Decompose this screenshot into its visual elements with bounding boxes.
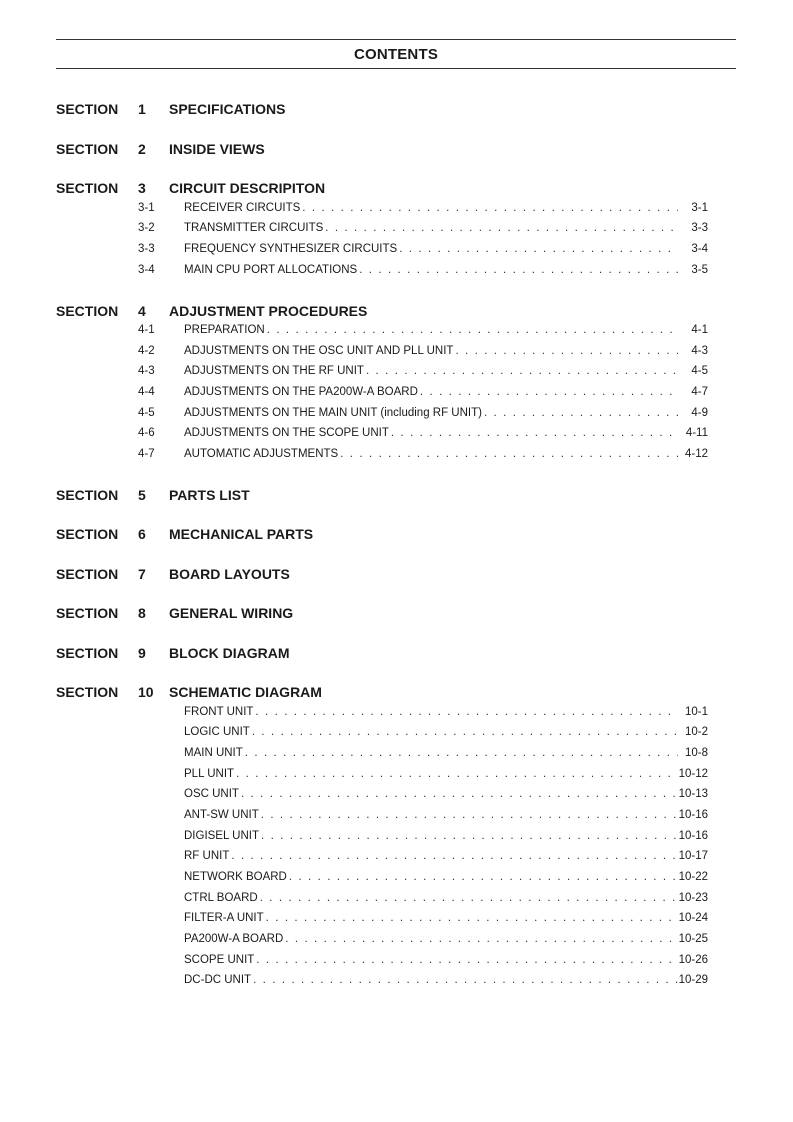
- dot-leader: [261, 829, 678, 843]
- section-number: 9: [138, 645, 146, 661]
- entry-page: 4-11: [685, 427, 708, 439]
- dot-leader: [399, 242, 678, 256]
- subsection-number: 4-4: [138, 386, 155, 398]
- entry-text: DC-DC UNIT: [184, 974, 252, 986]
- entry-page: 10-23: [678, 892, 708, 904]
- entry-text: FREQUENCY SYNTHESIZER CIRCUITS: [184, 243, 398, 255]
- toc-entry[interactable]: [184, 911, 708, 925]
- toc-entry[interactable]: [184, 263, 708, 277]
- section-label: SECTION: [56, 645, 119, 661]
- section-label: SECTION: [56, 180, 119, 196]
- section-label: SECTION: [56, 141, 119, 157]
- toc-entry[interactable]: [184, 221, 708, 235]
- entry-page: 4-5: [691, 365, 708, 377]
- dot-leader: [285, 932, 678, 946]
- entry-page: 4-3: [691, 345, 708, 357]
- entry-page: 4-1: [691, 324, 708, 336]
- dot-leader: [253, 973, 678, 987]
- dot-leader: [236, 767, 678, 781]
- dot-leader: [245, 746, 678, 760]
- toc-entry[interactable]: [184, 406, 708, 420]
- toc-entry[interactable]: [184, 447, 708, 461]
- entry-page: 3-4: [691, 243, 708, 255]
- entry-page: 10-25: [678, 933, 708, 945]
- subsection-number: 3-4: [138, 264, 155, 276]
- dot-leader: [484, 406, 678, 420]
- section-label: SECTION: [56, 566, 119, 582]
- subsection-number: 3-1: [138, 202, 155, 214]
- entry-text: DIGISEL UNIT: [184, 830, 259, 842]
- toc-entry[interactable]: [184, 787, 708, 801]
- entry-text: MAIN CPU PORT ALLOCATIONS: [184, 264, 358, 276]
- toc-entry[interactable]: [184, 953, 708, 967]
- section-number: 1: [138, 101, 146, 117]
- subsection-number: 4-3: [138, 365, 155, 377]
- dot-leader: [256, 953, 678, 967]
- section-number: 10: [138, 684, 154, 700]
- section-title: SCHEMATIC DIAGRAM: [169, 684, 322, 700]
- section-number: 3: [138, 180, 146, 196]
- entry-text: ADJUSTMENTS ON THE MAIN UNIT (including RF UNIT): [184, 407, 482, 419]
- entry-page: 3-1: [691, 202, 708, 214]
- entry-text: ADJUSTMENTS ON THE RF UNIT: [184, 365, 364, 377]
- entry-page: 10-8: [684, 747, 708, 759]
- entry-page: 3-5: [691, 264, 708, 276]
- entry-text: CTRL BOARD: [184, 892, 258, 904]
- section-title: ADJUSTMENT PROCEDURES: [169, 303, 368, 319]
- section-label: SECTION: [56, 526, 119, 542]
- dot-leader: [420, 385, 678, 399]
- dot-leader: [359, 263, 678, 277]
- toc-entry[interactable]: [184, 426, 708, 440]
- dot-leader: [289, 870, 678, 884]
- entry-text: PLL UNIT: [184, 768, 235, 780]
- entry-page: 10-12: [678, 768, 708, 780]
- section-number: 4: [138, 303, 146, 319]
- page-title: CONTENTS: [353, 46, 439, 63]
- dot-leader: [266, 911, 678, 925]
- subsection-number: 4-2: [138, 345, 155, 357]
- entry-text: PA200W-A BOARD: [184, 933, 284, 945]
- entry-text: FRONT UNIT: [184, 706, 254, 718]
- toc-entry[interactable]: [184, 705, 708, 719]
- section-label: SECTION: [56, 605, 119, 621]
- title-underline: [56, 68, 736, 69]
- entry-page: 3-3: [691, 222, 708, 234]
- entry-text: ADJUSTMENTS ON THE SCOPE UNIT: [184, 427, 389, 439]
- toc-entry[interactable]: [184, 808, 708, 822]
- entry-page: 10-17: [678, 850, 708, 862]
- entry-text: MAIN UNIT: [184, 747, 243, 759]
- entry-page: 4-12: [684, 448, 708, 460]
- section-title: GENERAL WIRING: [169, 605, 294, 621]
- section-label: SECTION: [56, 303, 119, 319]
- entry-text: TRANSMITTER CIRCUITS: [184, 222, 324, 234]
- entry-text: RECEIVER CIRCUITS: [184, 202, 301, 214]
- section-number: 5: [138, 487, 146, 503]
- dot-leader: [267, 323, 678, 337]
- entry-page: 10-29: [678, 974, 708, 986]
- entry-page: 10-2: [684, 726, 708, 738]
- entry-page: 10-13: [678, 788, 708, 800]
- dot-leader: [391, 426, 678, 440]
- section-title: SPECIFICATIONS: [169, 101, 286, 117]
- entry-text: OSC UNIT: [184, 788, 239, 800]
- dot-leader: [455, 344, 678, 358]
- entry-text: LOGIC UNIT: [184, 726, 250, 738]
- toc-entry[interactable]: [184, 870, 708, 884]
- section-label: SECTION: [56, 684, 119, 700]
- dot-leader: [231, 849, 678, 863]
- dot-leader: [252, 725, 678, 739]
- dot-leader: [260, 891, 678, 905]
- section-number: 2: [138, 141, 146, 157]
- toc-entry[interactable]: [184, 323, 708, 337]
- dot-leader: [302, 201, 678, 215]
- entry-text: ADJUSTMENTS ON THE PA200W-A BOARD: [184, 386, 418, 398]
- toc-entry[interactable]: [184, 973, 708, 987]
- section-number: 8: [138, 605, 146, 621]
- toc-entry[interactable]: [184, 849, 708, 863]
- toc-entry[interactable]: [184, 767, 708, 781]
- entry-page: 10-16: [678, 809, 708, 821]
- dot-leader: [241, 787, 678, 801]
- section-title: CIRCUIT DESCRIPITON: [169, 180, 326, 196]
- dot-leader: [325, 221, 678, 235]
- subsection-number: 4-6: [138, 427, 155, 439]
- toc-entry[interactable]: [184, 891, 708, 905]
- entry-text: RF UNIT: [184, 850, 230, 862]
- section-title: INSIDE VIEWS: [169, 141, 265, 157]
- section-title: MECHANICAL PARTS: [169, 526, 314, 542]
- toc-entry[interactable]: [184, 829, 708, 843]
- entry-page: 4-7: [691, 386, 708, 398]
- toc-entry[interactable]: [184, 344, 708, 358]
- section-number: 6: [138, 526, 146, 542]
- entry-text: ADJUSTMENTS ON THE OSC UNIT AND PLL UNIT: [184, 345, 454, 357]
- section-title: BLOCK DIAGRAM: [169, 645, 290, 661]
- subsection-number: 4-7: [138, 448, 155, 460]
- section-title: BOARD LAYOUTS: [169, 566, 290, 582]
- entry-text: NETWORK BOARD: [184, 871, 287, 883]
- toc-entry[interactable]: [184, 242, 708, 256]
- dot-leader: [261, 808, 678, 822]
- subsection-number: 3-3: [138, 243, 155, 255]
- section-title: PARTS LIST: [169, 487, 250, 503]
- entry-page: 10-24: [678, 912, 708, 924]
- entry-text: SCOPE UNIT: [184, 954, 255, 966]
- entry-page: 10-22: [678, 871, 708, 883]
- dot-leader: [340, 447, 678, 461]
- toc-entry[interactable]: [184, 385, 708, 399]
- section-label: SECTION: [56, 487, 119, 503]
- subsection-number: 4-1: [138, 324, 155, 336]
- entry-page: 10-26: [678, 954, 708, 966]
- dot-leader: [366, 364, 678, 378]
- toc-entry[interactable]: [184, 364, 708, 378]
- toc-entry[interactable]: [184, 932, 708, 946]
- toc-entry[interactable]: [184, 725, 708, 739]
- top-rule: [56, 39, 736, 40]
- entry-page: 10-16: [678, 830, 708, 842]
- subsection-number: 4-5: [138, 407, 155, 419]
- subsection-number: 3-2: [138, 222, 155, 234]
- entry-text: ANT-SW UNIT: [184, 809, 259, 821]
- toc-entry[interactable]: [184, 746, 708, 760]
- entry-text: AUTOMATIC ADJUSTMENTS: [184, 448, 339, 460]
- dot-leader: [255, 705, 678, 719]
- section-number: 7: [138, 566, 146, 582]
- entry-page: 10-1: [684, 706, 708, 718]
- entry-page: 4-9: [691, 407, 708, 419]
- entry-text: FILTER-A UNIT: [184, 912, 264, 924]
- toc-entry[interactable]: [184, 201, 708, 215]
- entry-text: PREPARATION: [184, 324, 265, 336]
- section-label: SECTION: [56, 101, 119, 117]
